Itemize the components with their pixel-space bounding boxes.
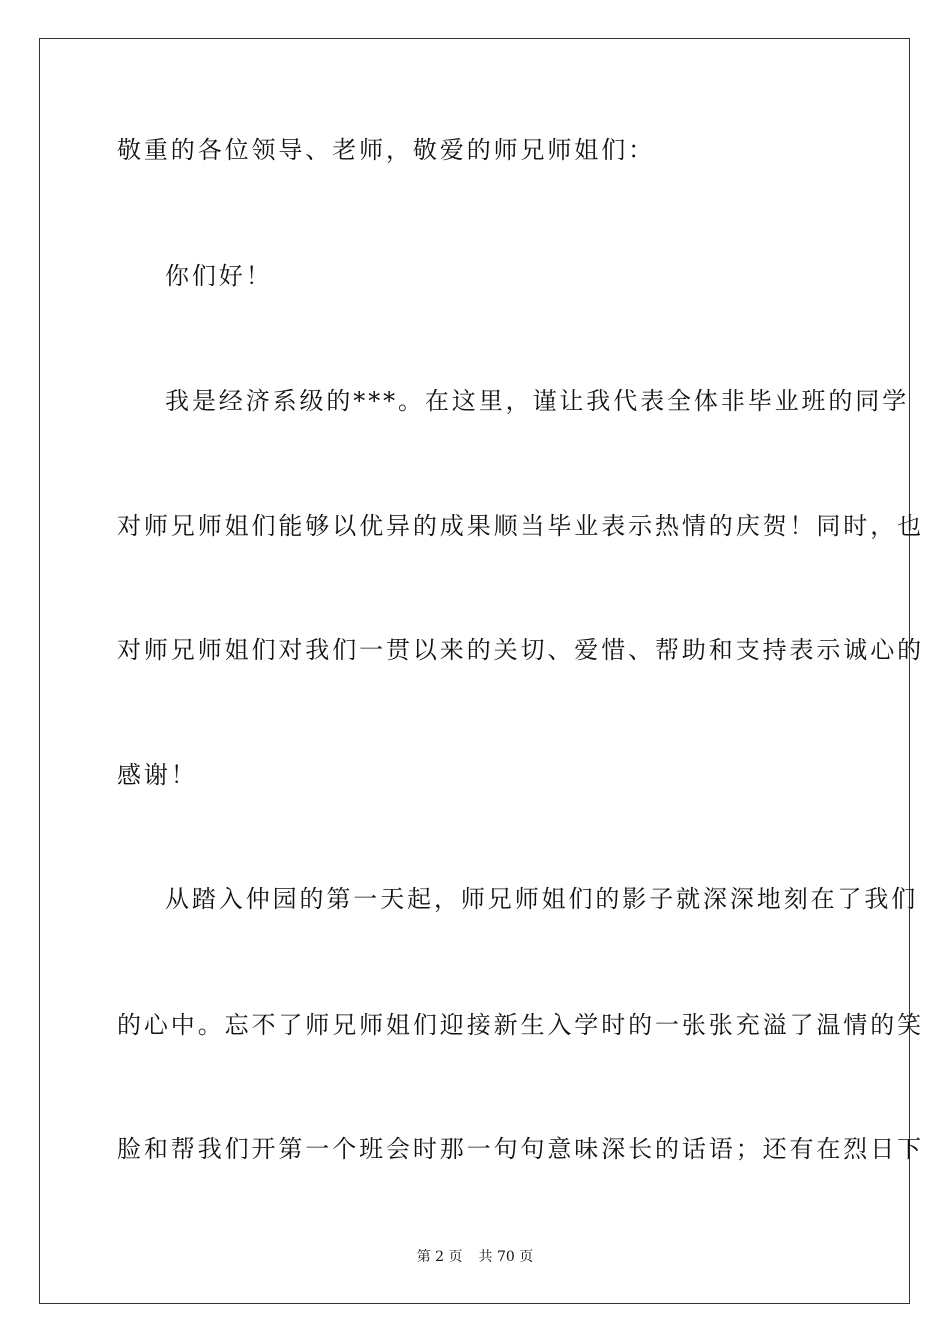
page-number: 第 2 页 bbox=[416, 1249, 463, 1265]
body-line: 感谢！ bbox=[117, 761, 198, 789]
page-border bbox=[39, 38, 924, 1304]
page-footer bbox=[0, 1248, 950, 1266]
body-line: 对师兄师姐们对我们一贯以来的关切、爱惜、帮助和支持表示诚心的 bbox=[117, 636, 924, 664]
page-total: 共 70 页 bbox=[478, 1249, 534, 1265]
greeting-line: 你们好！ bbox=[165, 262, 273, 290]
body-line: 对师兄师姐们能够以优异的成果顺当毕业表示热情的庆贺！同时，也 bbox=[117, 512, 924, 540]
body-line: 我是经济系级的***。在这里，谨让我代表全体非毕业班的同学 bbox=[165, 387, 910, 415]
salutation-line: 敬重的各位领导、老师，敬爱的师兄师姐们： bbox=[117, 136, 655, 164]
body-line: 的心中。忘不了师兄师姐们迎接新生入学时的一张张充溢了温情的笑 bbox=[117, 1011, 924, 1039]
body-line: 从踏入仲园的第一天起，师兄师姐们的影子就深深地刻在了我们 bbox=[165, 885, 919, 913]
body-line: 脸和帮我们开第一个班会时那一句句意味深长的话语；还有在烈日下 bbox=[117, 1135, 924, 1163]
